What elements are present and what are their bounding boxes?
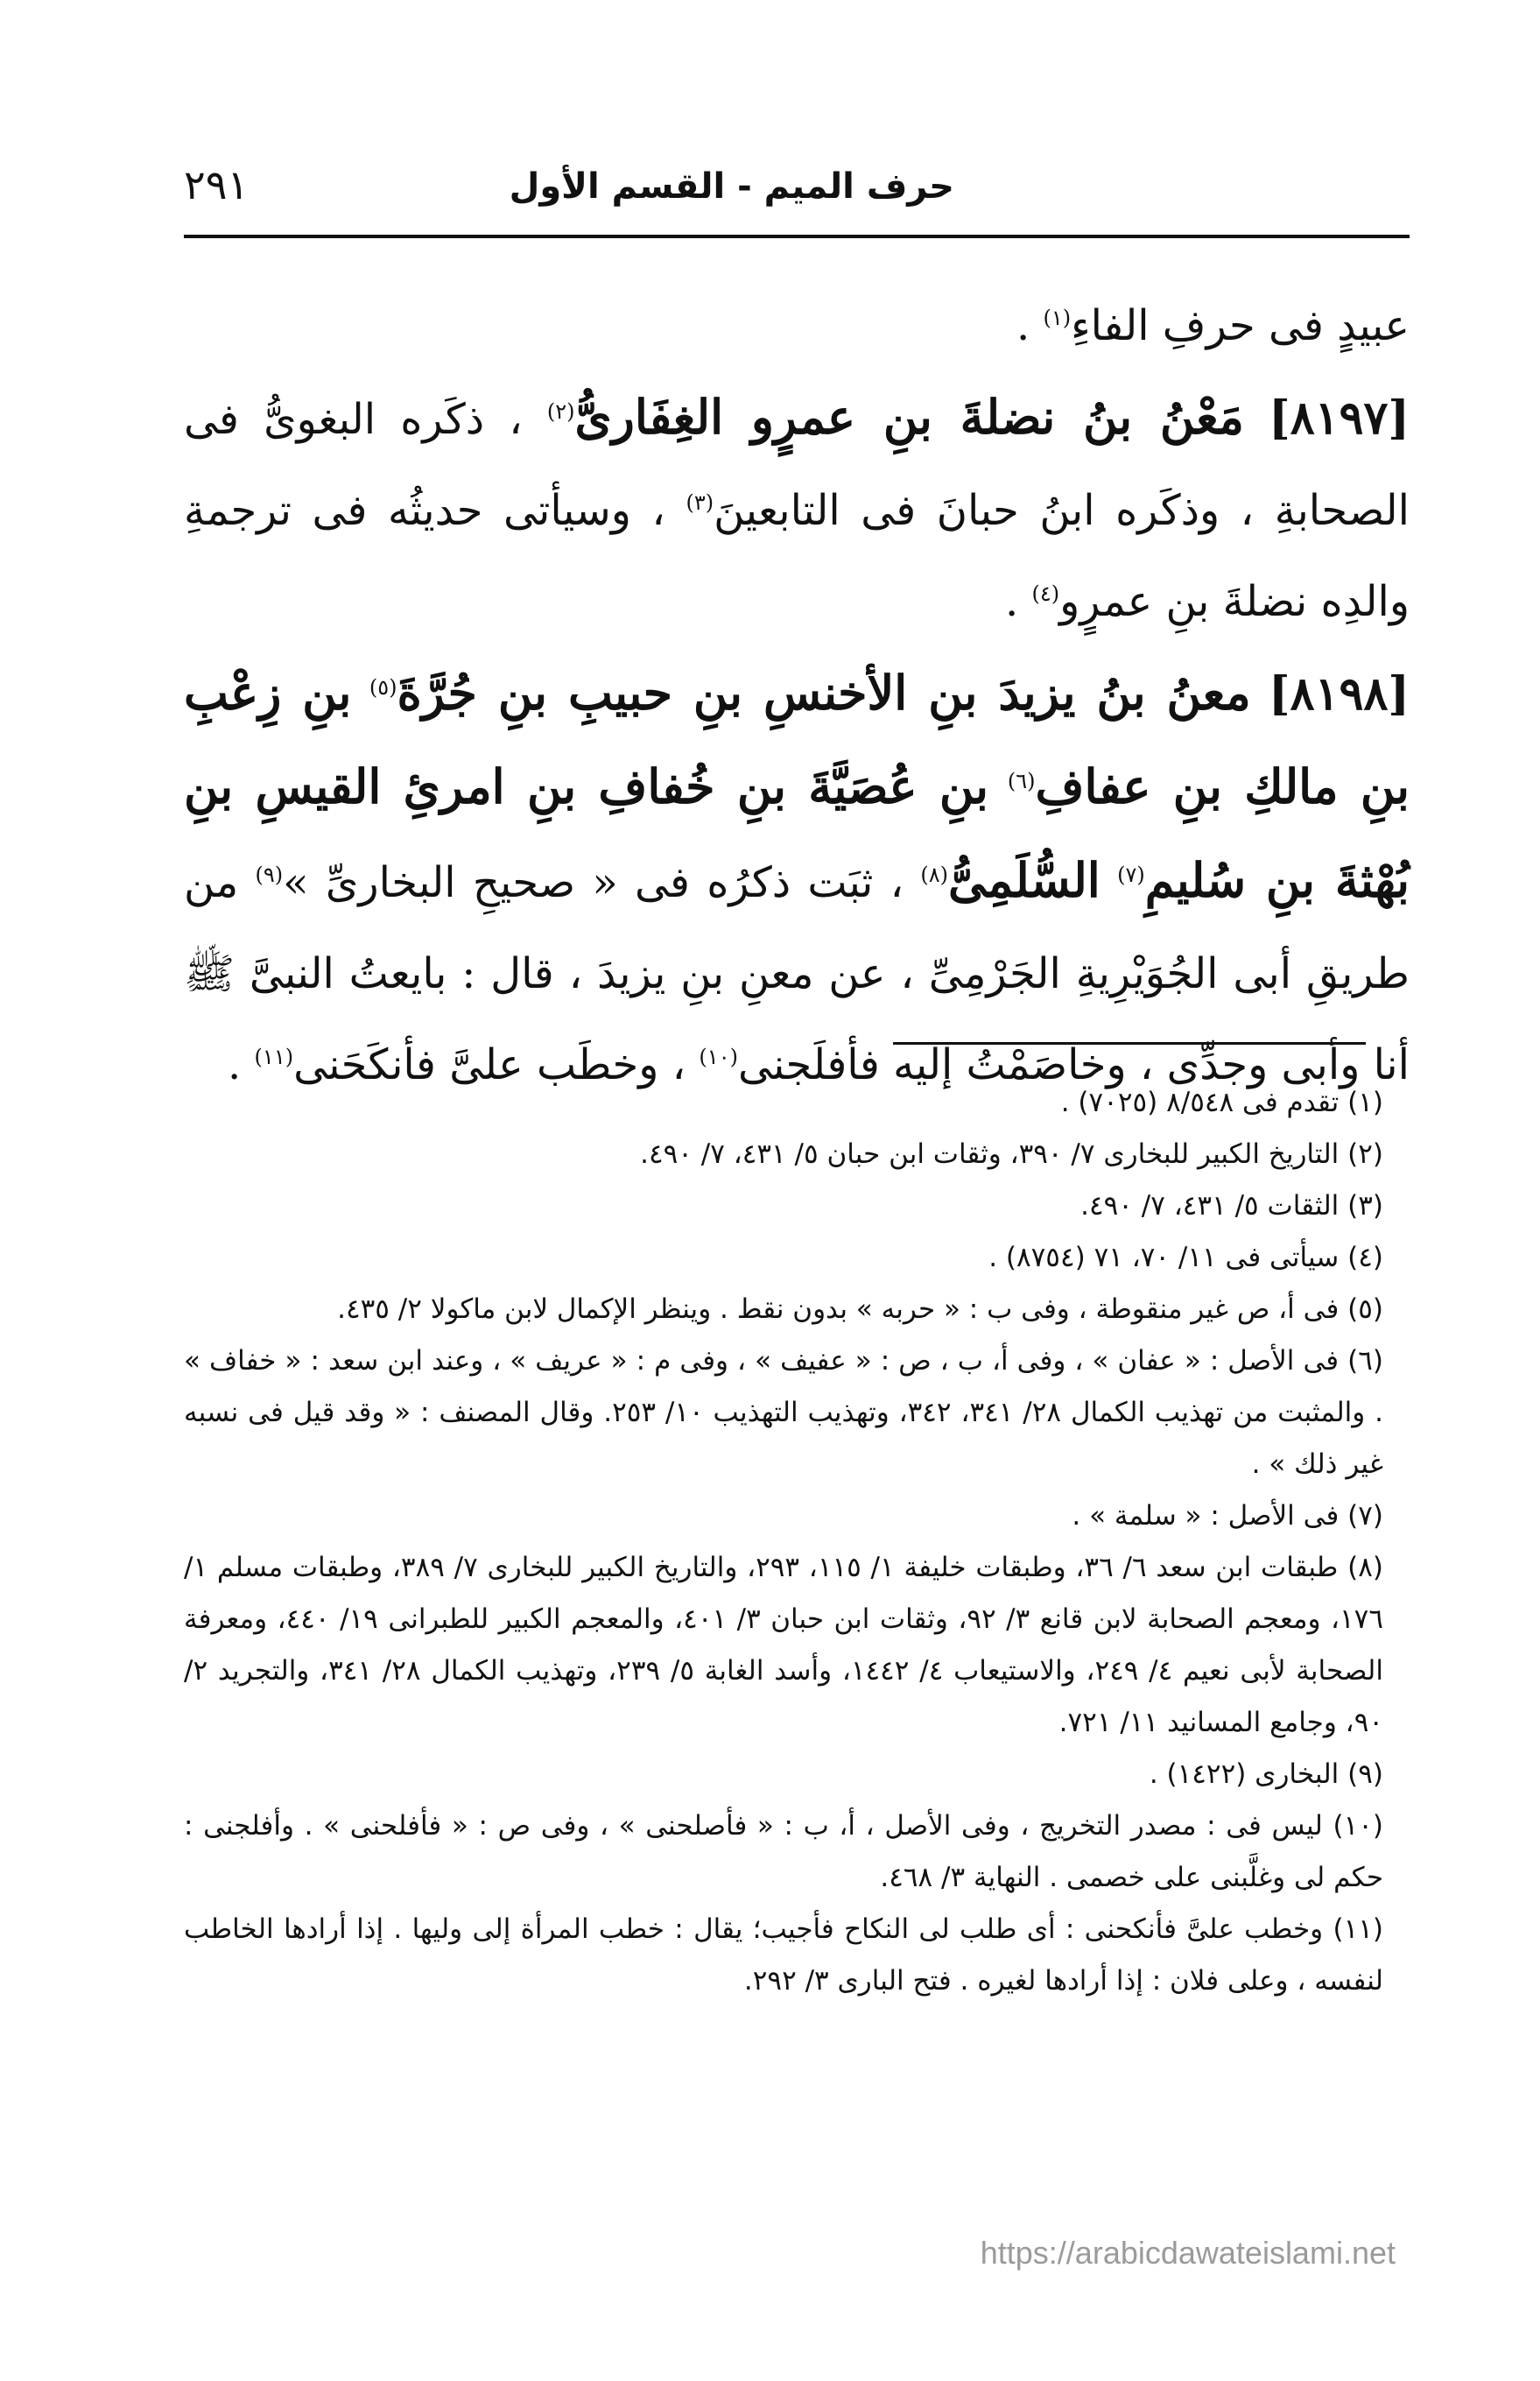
footnote-rule (893, 1042, 1366, 1045)
footnote-ref-1[interactable]: (١) (1043, 306, 1072, 330)
footnote-8: (٨) طبقات ابن سعد ٦/ ٣٦، وطبقات خليفة ١/ ١١٥، ٢٩٣، والتاريخ الكبير للبخارى ٧/ ٣٨٩، وطبقات مسلم ١/ ١٧٦، ومعجم الصحابة لابن قانع ٣/ ٩٢، وثقات ابن حبان ٣/ ٤٠١، والمعجم الكبير للطبرانى ١٩/ ٤٤٠، ومعرفة الصحابة لأبى نعيم ٤/ ٢٤٩، والاستيعاب ٤/ ١٤٤٢، وأسد الغابة ٥/ ٢٣٩، وتهذيب الكمال ٢٨/ ٣٤١، والتجريد ٢/ ٩٠، وجامع المسانيد ١١/ ٧٢١. (184, 1552, 1383, 1738)
para1-text: عبيدٍ فى حرفِ الفاءِ (1071, 301, 1410, 350)
footnote-ref-9[interactable]: (٩) (255, 863, 284, 887)
footnote-ref-6[interactable]: (٦) (1007, 769, 1036, 793)
footnote-ref-5[interactable]: (٥) (369, 675, 397, 700)
footnote-ref-7[interactable]: (٧) (1117, 863, 1145, 887)
footnote-ref-11[interactable]: (١١) (254, 1045, 294, 1069)
entry-end: . (228, 1040, 242, 1089)
entry-8197 (184, 371, 1410, 647)
footnote-2: (٢) التاريخ الكبير للبخارى ٧/ ٣٩٠، وثقات ابن حبان ٥/ ٤٣١، ٧/ ٤٩٠. (640, 1138, 1383, 1170)
footnote-5: (٥) فى أ، ص غير منقوطة ، وفى ب : « حربه » بدون نقط . وينظر الإكمال لابن ماكولا ٢/ ٤٣٥. (337, 1293, 1383, 1325)
footnote-ref-8[interactable]: (٨) (920, 863, 949, 887)
entry-text: ، ثبَت ذكرُه فى « صحيحِ البخارىِّ » (283, 858, 904, 907)
entry-text: من طريقِ أبى الجُوَيْرِيةِ الجَرْمِىِّ ، عن معنِ بنِ يزيدَ ، قال : بايعتُ النبىَّ ﷺ أنا وأبى وجدِّى ، وخاصَمْتُ إليه فأفلَجنى (184, 858, 1410, 1089)
footnotes (184, 1077, 1383, 2007)
entry-8198 (184, 647, 1410, 1110)
entry-text: ، وخطَب علىَّ فأنكَحَنى (293, 1040, 686, 1089)
entry-name: السُّلَمِىُّ (948, 852, 1101, 908)
footnote-3: (٣) الثقات ٥/ ٤٣١، ٧/ ٤٩٠. (1080, 1190, 1383, 1222)
watermark-url: https://arabicdawateislami.net (980, 2235, 1396, 2271)
para1-end: . (1016, 301, 1030, 350)
main-text (184, 280, 1410, 1110)
entry-name: مَعْنُ بنُ نضلةَ بنِ عمرٍو الغِفَارىُّ (574, 389, 1244, 445)
entry-text: ، وسيأتى حديثُه فى ترجمةِ والدِه نضلةَ بنِ عمرٍو (184, 486, 1410, 626)
entry-name: بنِ زِعْبِ بنِ مالكِ بنِ عفافِ (184, 665, 1410, 814)
page-number: ٢٩١ (184, 161, 250, 208)
page-header (184, 161, 1410, 228)
running-title: حرف الميم - القسم الأول (509, 166, 954, 207)
entry-text: ، ذكَره البغوىُّ فى الصحابةِ ، وذكَره ابنُ حبانَ فى التابعينَ (184, 395, 1410, 535)
footnote-ref-4[interactable]: (٤) (1031, 581, 1060, 606)
footnote-1: (١) تقدم فى ٨/٥٤٨ (٧٠٢٥) . (1060, 1087, 1383, 1118)
footnote-6: (٦) فى الأصل : « عفان » ، وفى أ، ب ، ص : « عفيف » ، وفى م : « عريف » ، وعند ابن سعد : « خفاف » . والمثبت من تهذيب الكمال ٢٨/ ٣٤١، ٣٤٢، وتهذيب التهذيب ١٠/ ٢٥٣. وقال المصنف : « وقد قيل فى نسبه غير ذلك » . (184, 1345, 1383, 1480)
entry-number: [٨١٩٨] (1269, 667, 1410, 721)
entry-end: . (1005, 577, 1019, 626)
entry-number: [٨١٩٧] (1269, 391, 1410, 445)
footnote-ref-2[interactable]: (٢) (546, 399, 575, 424)
entry-name: بنِ عُصَيَّةَ بنِ خُفافِ بنِ امرئِ القيسِ بنِ بُهْثةَ بنِ سُليمِ (184, 758, 1410, 908)
footnote-4: (٤) سيأتى فى ١١/ ٧٠، ٧١ (٨٧٥٤) . (988, 1242, 1383, 1273)
footnote-10: (١٠) ليس فى : مصدر التخريج ، وفى الأصل ، أ، ب : « فأصلحنى » ، وفى ص : « فأفلحنى » . وأفلجنى : حكم لى وغلَّبنى على خصمى . النهاية ٣/ ٤٦٨. (184, 1810, 1383, 1893)
footnote-9: (٩) البخارى (١٤٢٢) . (1149, 1758, 1383, 1790)
footnote-7: (٧) فى الأصل : « سلمة » . (1072, 1500, 1383, 1532)
header-rule (184, 235, 1410, 238)
paragraph-continuation (184, 280, 1410, 371)
footnote-ref-10[interactable]: (١٠) (699, 1045, 738, 1069)
footnote-ref-3[interactable]: (٣) (686, 490, 714, 515)
footnote-11: (١١) وخطب علىَّ فأنكحنى : أى طلب لى النكاح فأجيب؛ يقال : خطب المرأة إلى وليها . إذا أرادها الخاطب لنفسه ، وعلى فلان : إذا أرادها لغيره . فتح البارى ٣/ ٢٩٢. (184, 1913, 1383, 1997)
entry-name: معنُ بنُ يزيدَ بنِ الأخنسِ بنِ حبيبِ بنِ جُرَّةَ (397, 665, 1251, 721)
